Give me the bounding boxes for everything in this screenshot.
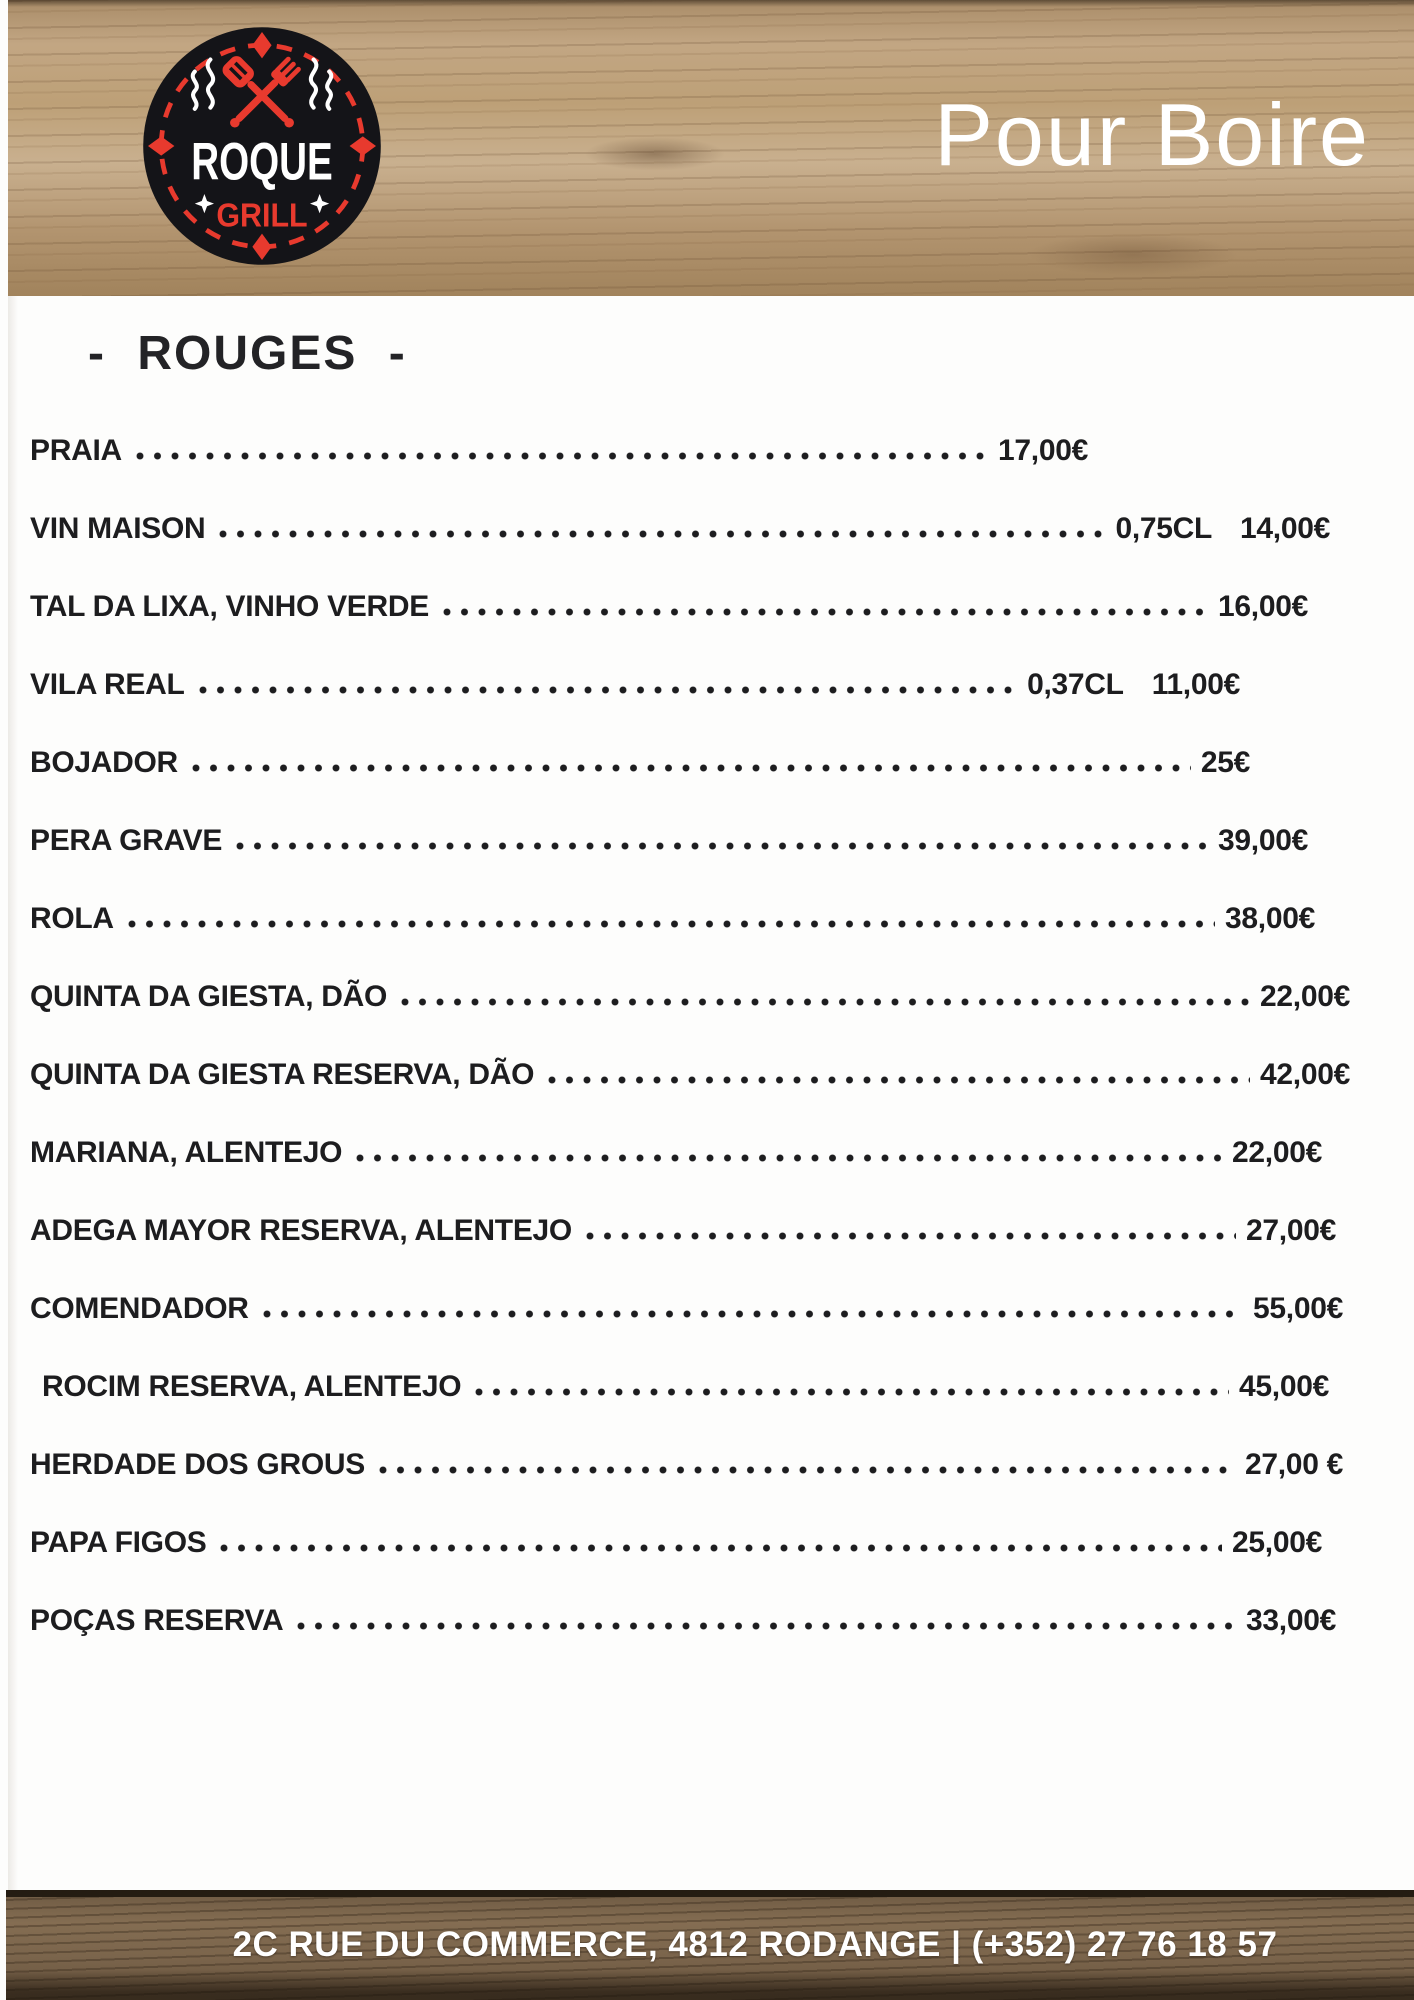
menu-item [30,1370,1350,1448]
dot-leader [219,530,1105,538]
menu-item [30,1214,1350,1292]
menu-item-name: HERDADE DOS GROUS [30,1448,365,1481]
menu-item-price: 27,00 € [1245,1448,1343,1481]
menu-item [30,824,1350,902]
menu-item-name: QUINTA DA GIESTA RESERVA, DÃO [30,1058,535,1091]
roque-grill-logo [142,26,382,266]
menu-item [30,1526,1350,1604]
dot-leader [443,608,1208,616]
menu-item [30,1604,1350,1682]
wine-list [30,434,1350,1682]
dot-leader [401,998,1250,1006]
dot-leader [236,842,1208,850]
dot-leader [548,1076,1250,1084]
menu-item-name: MARIANA, ALENTEJO [30,1136,343,1169]
menu-item-name: ROLA [30,902,114,935]
menu-item-name: POÇAS RESERVA [30,1604,284,1637]
footer-contact: 2C RUE DU COMMERCE, 4812 RODANGE | (+352) 27 76 18 57 [232,1925,1278,1964]
logo-brand-name: ROQUE [191,132,333,192]
menu-item-name: VILA REAL [30,668,185,701]
menu-item-price: 39,00€ [1218,824,1308,857]
menu-item [30,1136,1350,1214]
menu-item [30,668,1350,746]
menu-item-name: PAPA FIGOS [30,1526,207,1559]
dot-leader [475,1388,1229,1396]
menu-item-size: 0,37CL [1027,668,1124,701]
menu-item-price: 14,00€ [1240,512,1330,545]
menu-item-price: 27,00€ [1246,1214,1336,1247]
dot-leader [356,1154,1222,1162]
menu-item [30,746,1350,824]
menu-item-price: 22,00€ [1260,980,1350,1013]
page-edge-shadow [8,296,18,1890]
menu-item-size: 0,75CL [1115,512,1213,545]
menu-item-price: 11,00€ [1151,668,1240,701]
menu-item-price: 22,00€ [1232,1136,1322,1169]
menu-item-name: TAL DA LIXA, VINHO VERDE [30,590,429,623]
dot-leader [199,686,1018,694]
dot-leader [297,1622,1236,1630]
menu-item-price: 38,00€ [1225,902,1315,935]
menu-item [30,434,1350,512]
dot-leader [192,764,1191,772]
menu-item-name: COMENDADOR [30,1292,249,1325]
menu-item-price: 17,00€ [998,434,1088,467]
menu-item [30,1058,1350,1136]
section-title: - ROUGES - [88,327,407,380]
menu-item-price: 42,00€ [1260,1058,1350,1091]
menu-item-price: 33,00€ [1246,1604,1336,1637]
dot-leader [263,1310,1243,1318]
menu-item-price: 55,00€ [1253,1292,1343,1325]
dot-leader [136,452,988,460]
dot-leader [379,1466,1235,1474]
menu-item-price: 25€ [1200,746,1250,779]
menu-item-price: 45,00€ [1239,1370,1329,1403]
menu-item-price: 16,00€ [1218,590,1308,623]
menu-item-name: PERA GRAVE [30,824,223,857]
menu-item [30,512,1350,590]
page-title: Pour Boire [934,85,1370,184]
menu-item-price: 25,00€ [1232,1526,1322,1559]
menu-item-name: ROCIM RESERVA, ALENTEJO [42,1370,462,1403]
menu-item-name: ADEGA MAYOR RESERVA, ALENTEJO [30,1214,572,1247]
menu-item [30,980,1350,1058]
dot-leader [586,1232,1236,1240]
dot-leader [128,920,1215,928]
menu-item [30,1292,1350,1370]
menu-item-name: QUINTA DA GIESTA, DÃO [30,980,388,1013]
wood-header [8,0,1414,296]
menu-item-name: VIN MAISON [30,512,206,545]
menu-item [30,1448,1350,1526]
menu-item-name: PRAIA [30,434,122,467]
menu-item [30,590,1350,668]
menu-item [30,902,1350,980]
footer [6,1890,1414,2000]
dot-leader [220,1544,1222,1552]
logo-brand-type: GRILL [216,197,308,235]
menu-item-name: BOJADOR [30,746,178,779]
